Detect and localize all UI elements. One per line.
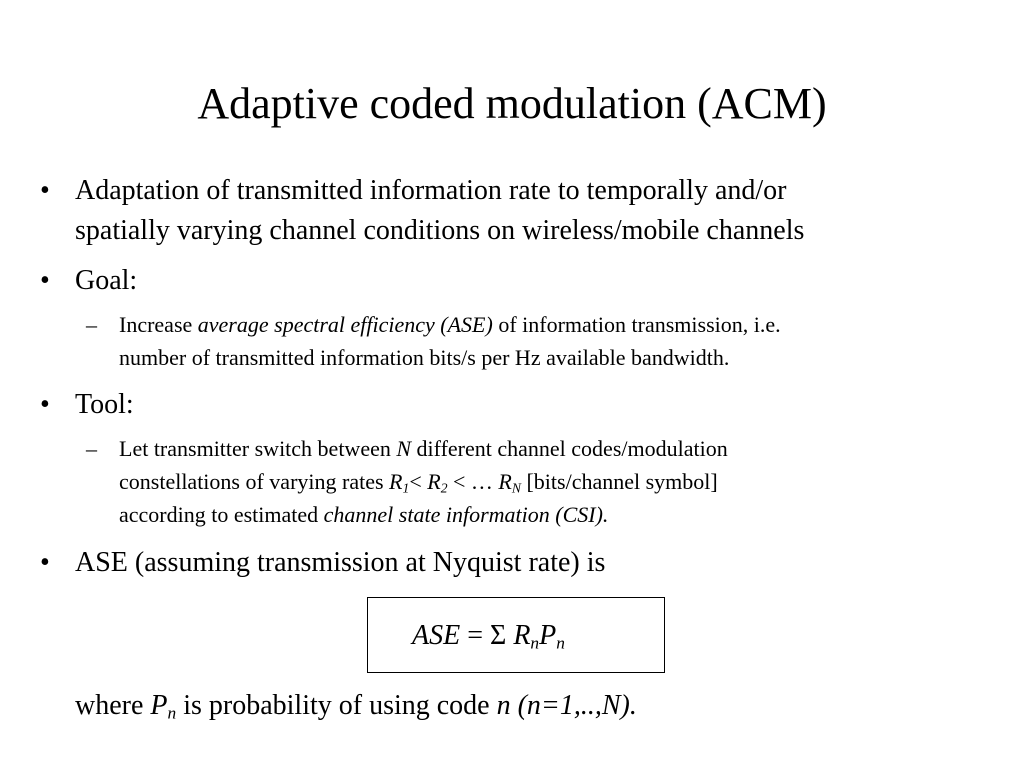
bullet-label: Tool: [75,389,134,420]
sub-bullet-line [119,498,986,531]
sub-bullet-line [119,308,986,341]
text-run: Let transmitter switch between [119,436,397,461]
bullet-adaptation [40,171,980,251]
dash-marker: – [86,436,97,461]
bullet-label: Goal: [75,265,138,296]
bullet-text-line: spatially varying channel conditions on wireless/mobile channels [75,215,805,246]
bullet-text-line: Adaptation of transmitted information rate to temporally and/or [75,175,787,206]
italic-index-range: n (n=1,..,N). [496,690,637,721]
bullet-marker: • [40,265,50,296]
formula-box [367,597,665,673]
slide-title: Adaptive coded modulation (ACM) [197,79,827,128]
ase-formula [412,618,565,654]
text-run: is probability of using code [176,690,497,721]
text-run: < [409,469,428,494]
italic-symbol-n: N [396,436,412,461]
text-run: according to estimated [119,502,324,527]
text-run: of information transmission, i.e. [492,312,781,337]
bullet-marker: • [40,175,50,206]
formula-explanation [75,686,637,726]
text-run: constellations of varying rates [119,469,390,494]
sub-bullet-line [119,465,986,498]
formula-operator: = Σ [460,620,514,651]
text-run: < … [447,469,499,494]
rate-symbol-r1: $R_1$ [389,469,410,496]
bullet-text-line: ASE (assuming transmission at Nyquist rate) is [75,547,606,578]
italic-term-csi: channel state information (CSI). [323,502,609,527]
text-run: [bits/channel symbol] [520,469,718,494]
formula-probability-term: $P_n$ [539,620,565,653]
sub-bullet-increase-ase [86,308,986,374]
bullet-marker: • [40,389,50,420]
rate-symbol-rn: $R_N$ [498,469,521,496]
dash-marker: – [86,312,97,337]
italic-term-ase: average spectral efficiency (ASE) [197,312,493,337]
text-run: different channel codes/modulation [411,436,728,461]
bullet-ase-definition [40,543,980,583]
bullet-tool [40,385,980,425]
text-run: Increase [119,312,198,337]
text-run: where [75,690,151,721]
probability-symbol: $P_n$ [150,690,177,723]
sub-bullet-line: number of transmitted information bits/s per Hz available bandwidth. [119,345,730,370]
formula-rate-term: $R_n$ [513,620,540,653]
rate-symbol-r2: $R_2$ [427,469,448,496]
bullet-goal [40,261,980,301]
sub-bullet-line [119,432,986,465]
formula-lhs: ASE [412,620,461,651]
bullet-marker: • [40,547,50,578]
sub-bullet-switch-codes [86,432,986,531]
